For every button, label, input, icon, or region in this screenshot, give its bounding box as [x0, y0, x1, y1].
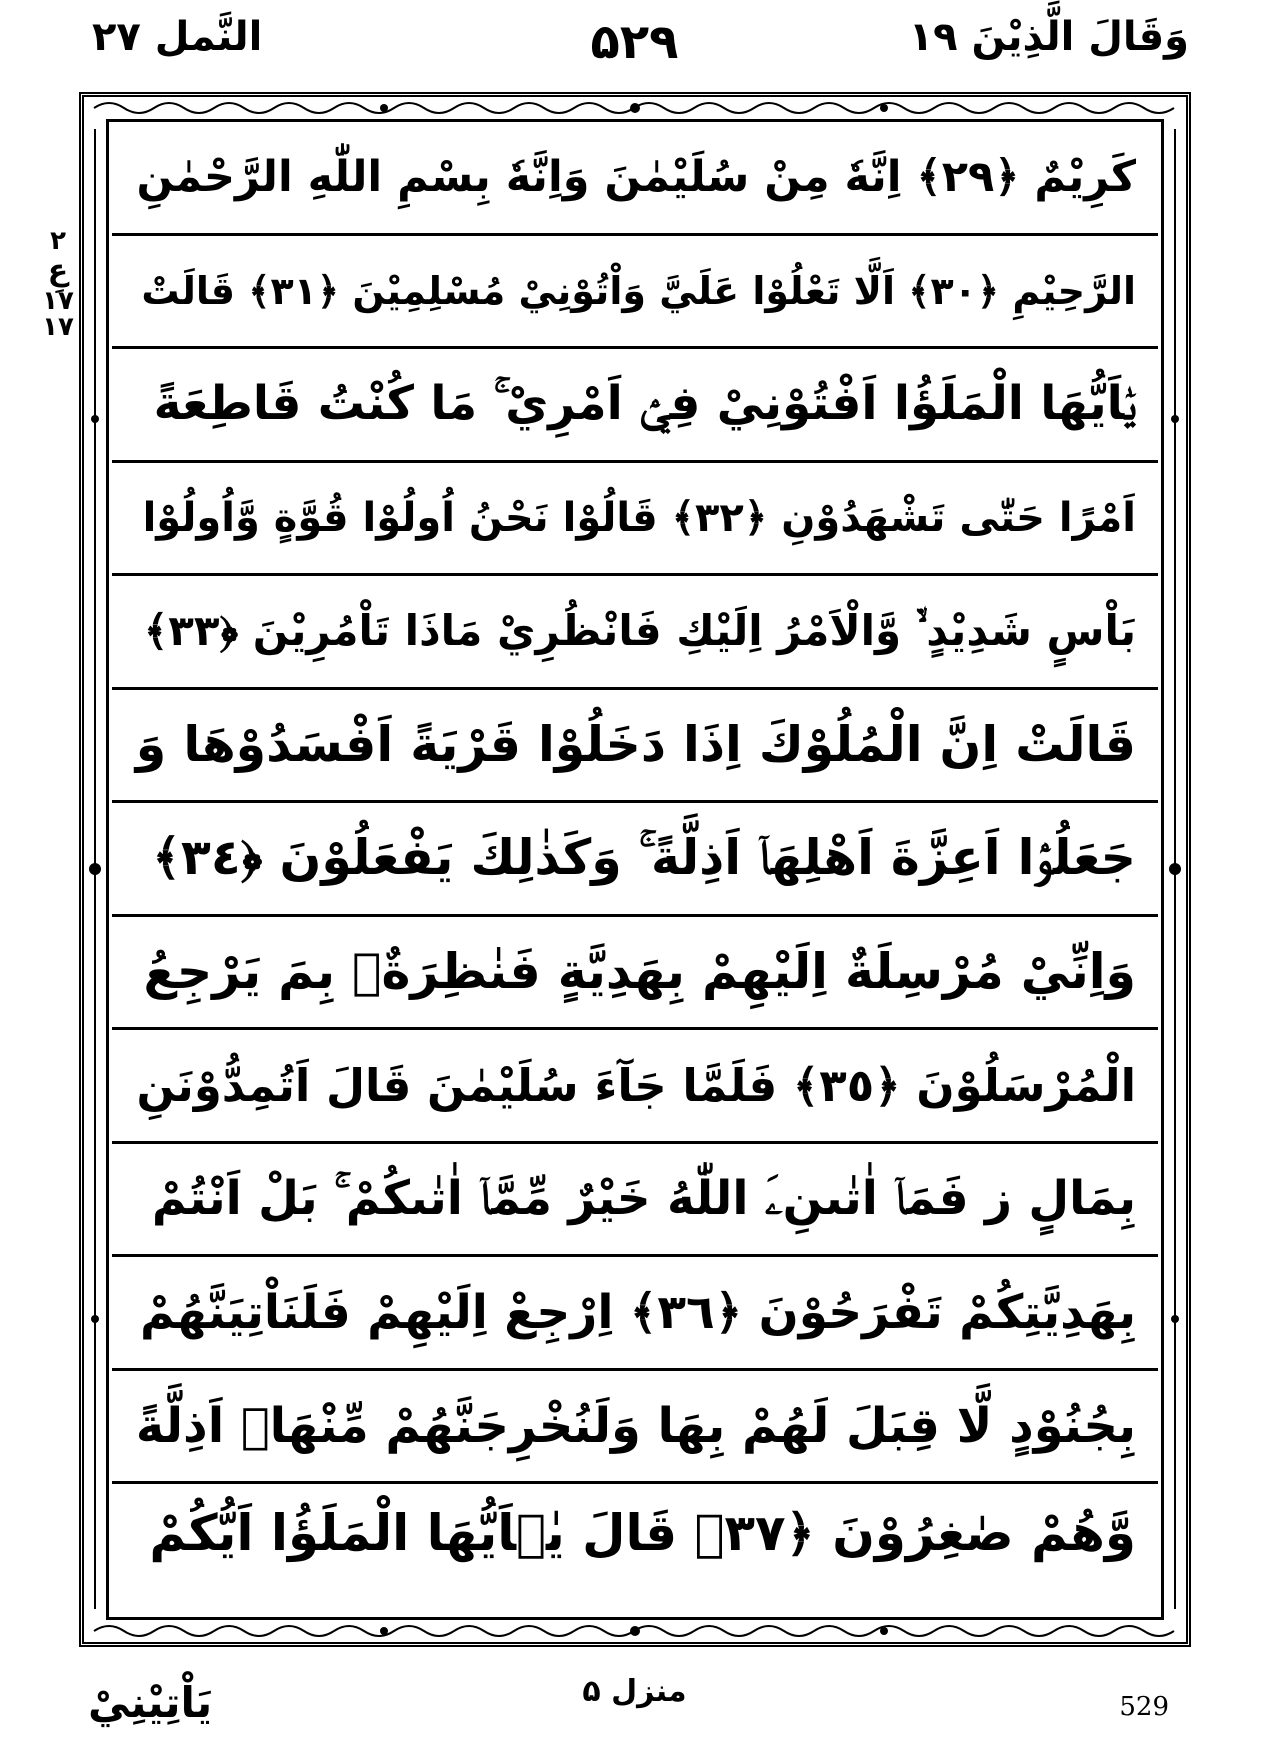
ruku-count-lower: ١٧: [42, 312, 74, 342]
verse-line: [112, 1030, 1158, 1144]
verse-line: [112, 917, 1158, 1031]
verse-line: [112, 576, 1158, 690]
page-frame: [79, 92, 1191, 1647]
line-text: كَرِيْمٌ ﴿٢٩﴾ اِنَّهٗ مِنْ سُلَيْمٰنَ وَاِنَّهٗ بِسْمِ اللّٰهِ الرَّحْمٰنِ: [136, 152, 1136, 203]
text-area: [106, 119, 1164, 1620]
top-border-ornament: [84, 97, 1186, 119]
verse-line: [112, 1144, 1158, 1258]
line-text: بَاْسٍ شَدِيْدٍ ۙ۬ وَّالْاَمْرُ اِلَيْكِ فَانْظُرِيْ مَاذَا تَاْمُرِيْنَ ﴿٣٣﴾: [143, 606, 1136, 656]
page-number-latin: 529: [1119, 1692, 1169, 1722]
line-text: جَعَلُوْۤا اَعِزَّةَ اَهْلِهَاۤ اَذِلَّةً ۚ وَكَذٰلِكَ يَفْعَلُوْنَ ﴿٣٤﴾: [152, 829, 1136, 887]
line-text: يٰۤاَيُّهَا الْمَلَؤُا اَفْتُوْنِيْ فِيْۤ اَمْرِيْ ۚ مَا كُنْتُ قَاطِعَةً: [153, 376, 1136, 432]
verse-lines: [112, 122, 1158, 1617]
surah-title: النَّمل ٢٧: [92, 14, 263, 60]
verse-line: [112, 236, 1158, 350]
page-footer: [0, 1652, 1269, 1752]
verse-line: [112, 1484, 1158, 1581]
verse-line: [112, 690, 1158, 804]
right-border-ornament: [1164, 119, 1186, 1620]
verse-line: [112, 803, 1158, 917]
left-border-ornament: [84, 119, 106, 1620]
ruku-count-upper: ١٧: [42, 286, 74, 316]
line-text: بِمَالٍ ز فَمَاۤ اٰتٰىنِۦَ اللّٰهُ خَيْرٌ مِّمَّاۤ اٰتٰىكُمْ ۚ بَلْ اَنْتُمْ: [151, 1170, 1136, 1226]
line-text: الرَّحِيْمِ ﴿٣٠﴾ اَلَّا تَعْلُوْا عَلَيَّ وَاْتُوْنِيْ مُسْلِمِيْنَ ﴿٣١﴾ قَالَتْ: [141, 268, 1136, 313]
verse-line: [112, 349, 1158, 463]
line-text: قَالَتْ اِنَّ الْمُلُوْكَ اِذَا دَخَلُوْا قَرْيَةً اَفْسَدُوْهَا وَ: [135, 716, 1136, 774]
ruku-number: ٢: [50, 226, 66, 256]
line-text: بِجُنُوْدٍ لَّا قِبَلَ لَهُمْ بِهَا وَلَنُخْرِجَنَّهُمْ مِّنْهَاۤ اَذِلَّةً: [135, 1397, 1136, 1454]
page-header: [0, 0, 1269, 92]
manzil-label: منزل ۵: [582, 1674, 687, 1709]
line-text: اَمْرًا حَتّٰى تَشْهَدُوْنِ ﴿٣٢﴾ قَالُوْا نَحْنُ اُولُوْا قُوَّةٍ وَّاُولُوْا: [142, 494, 1136, 541]
bottom-border-ornament: [84, 1620, 1186, 1642]
line-text: بِهَدِيَّتِكُمْ تَفْرَحُوْنَ ﴿٣٦﴾ اِرْجِعْ اِلَيْهِمْ فَلَنَاْتِيَنَّهُمْ: [140, 1284, 1136, 1340]
verse-line: [112, 122, 1158, 236]
catchword: يَاْتِيْنِيْ: [88, 1678, 213, 1727]
ruku-marker: [40, 228, 76, 340]
verse-line: [112, 463, 1158, 577]
ruku-sign: عِ: [47, 253, 69, 288]
verse-line: [112, 1257, 1158, 1371]
line-text: وَاِنِّيْ مُرْسِلَةٌ اِلَيْهِمْ بِهَدِيَّةٍ فَنٰظِرَةٌۢ بِمَ يَرْجِعُ: [143, 943, 1136, 1001]
line-text: الْمُرْسَلُوْنَ ﴿٣٥﴾ فَلَمَّا جَآءَ سُلَيْمٰنَ قَالَ اَتُمِدُّوْنَنِ: [136, 1058, 1136, 1112]
line-text: وَّهُمْ صٰغِرُوْنَ ﴿٣٧﴾ قَالَ يٰۤاَيُّهَا الْمَلَؤُا اَيُّكُمْ: [149, 1503, 1136, 1562]
verse-line: [112, 1371, 1158, 1485]
para-title: وَقَالَ الَّذِيْنَ ١٩: [908, 14, 1189, 60]
page-number-arabic: ۵۲۹: [590, 14, 679, 70]
